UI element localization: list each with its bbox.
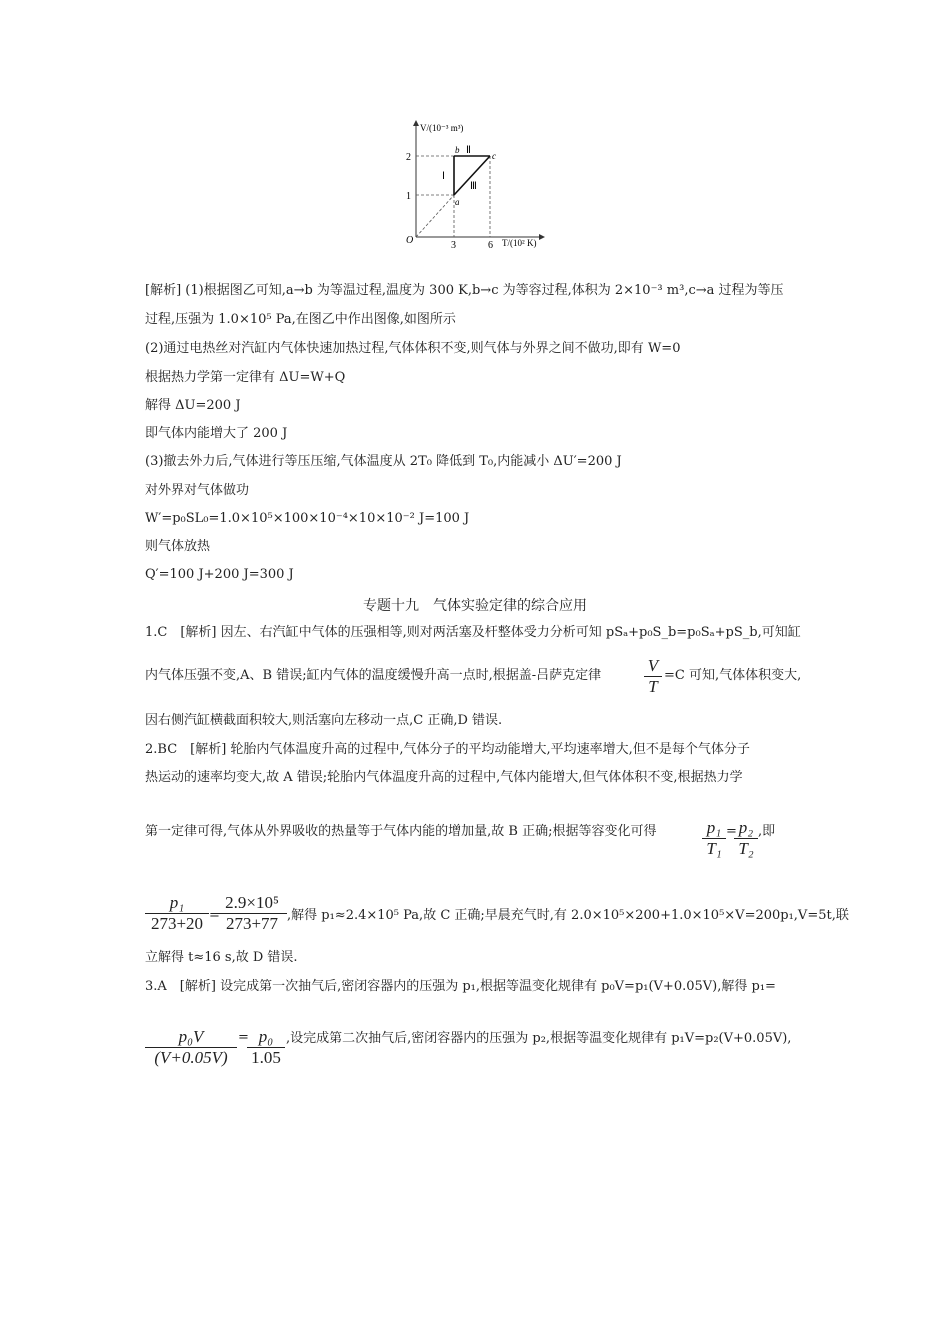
fraction-p2-t2: p₂ T₂ bbox=[734, 818, 758, 859]
text-line: 解得 ΔU=200 J bbox=[145, 398, 241, 413]
text-line: 对外界对气体做功 bbox=[145, 483, 250, 498]
text-line: Q′=100 J+200 J=300 J bbox=[145, 567, 294, 582]
text-line: 因右侧汽缸横截面积较大,则活塞向左移动一点,C 正确,D 错误. bbox=[145, 713, 503, 728]
fraction-v-over-t: V T bbox=[644, 656, 662, 697]
region-3: Ⅲ bbox=[470, 181, 477, 192]
text-line: 则气体放热 bbox=[145, 539, 211, 554]
text-line: 即气体内能增大了 200 J bbox=[145, 426, 288, 441]
x-tick-6: 6 bbox=[488, 240, 493, 251]
region-2: Ⅱ bbox=[466, 145, 471, 156]
point-b: b bbox=[455, 145, 460, 155]
origin-label: O bbox=[406, 235, 414, 246]
region-1: Ⅰ bbox=[442, 171, 445, 182]
text-line: 过程,压强为 1.0×10⁵ Pa,在图乙中作出图像,如图所示 bbox=[145, 312, 456, 327]
text-line: (2)通过电热丝对汽缸内气体快速加热过程,气体体积不变,则气体与外界之间不做功,即有 W=0 bbox=[145, 341, 681, 356]
text-line: 第一定律可得,气体从外界吸收的热量等于气体内能的增加量,故 B 正确;根据等容变化可得 bbox=[145, 824, 657, 839]
equals-sign: = bbox=[238, 1030, 249, 1045]
text-line: (3)撤去外力后,气体进行等压压缩,气体温度从 2T₀ 降低到 T₀,内能减小 ΔU′=200 J bbox=[145, 454, 622, 469]
text-line: 2.BC [解析] 轮胎内气体温度升高的过程中,气体分子的平均动能增大,平均速率增大,但不是每个气体分子 bbox=[145, 742, 750, 757]
text-line: ,即 bbox=[758, 824, 776, 839]
text-line: ,设完成第二次抽气后,密闭容器内的压强为 p₂,根据等温变化规律有 p₁V=p₂(V+0.05V), bbox=[286, 1031, 792, 1046]
text-line: 内气体压强不变,A、B 错误;缸内气体的温度缓慢升高一点时,根据盖-吕萨克定律 bbox=[145, 668, 602, 683]
fraction-p0v: p₀V (V+0.05V) bbox=[145, 1027, 237, 1068]
fraction-pressure-350: 2.9×10⁵ 273+77 bbox=[217, 893, 287, 934]
text-line: 热运动的速率均变大,故 A 错误;轮胎内气体温度升高的过程中,气体内能增大,但气体体积不变,根据热力学 bbox=[145, 770, 743, 785]
fraction-p1-293: p₁ 273+20 bbox=[145, 893, 209, 934]
equals-sign: = bbox=[726, 824, 737, 839]
text-line: 立解得 t≈16 s,故 D 错误. bbox=[145, 950, 298, 965]
point-c: c bbox=[492, 151, 496, 161]
section-title: 专题十九 气体实验定律的综合应用 bbox=[363, 598, 587, 614]
text-line: ,解得 p₁≈2.4×10⁵ Pa,故 C 正确;早晨充气时,有 2.0×10⁵×200+1.0×10⁵×V=200p₁,V=5t,联 bbox=[287, 908, 849, 923]
text-line: =C 可知,气体体积变大, bbox=[664, 668, 802, 683]
equals-sign: = bbox=[209, 908, 220, 923]
v-t-graph bbox=[400, 115, 560, 255]
fraction-p0-105: p₀ 1.05 bbox=[247, 1027, 285, 1068]
text-line: 根据热力学第一定律有 ΔU=W+Q bbox=[145, 370, 346, 385]
text-line: [解析] (1)根据图乙可知,a→b 为等温过程,温度为 300 K,b→c 为等容过程,体积为 2×10⁻³ m³,c→a 过程为等压 bbox=[145, 283, 784, 298]
y-axis-label: V/(10⁻³ m³) bbox=[420, 123, 464, 133]
y-tick-1: 1 bbox=[406, 191, 411, 202]
point-a: a bbox=[455, 197, 460, 207]
fraction-p1-t1: p₁ T₁ bbox=[702, 818, 726, 859]
x-axis-label: T/(10² K) bbox=[502, 238, 537, 248]
text-line: 1.C [解析] 因左、右汽缸中气体的压强相等,则对两活塞及杆整体受力分析可知 pSₐ+p₀S_b=p₀Sₐ+pS_b,可知缸 bbox=[145, 625, 801, 640]
text-line: 3.A [解析] 设完成第一次抽气后,密闭容器内的压强为 p₁,根据等温变化规律有 p₀V=p₁(V+0.05V),解得 p₁= bbox=[145, 979, 776, 994]
y-tick-2: 2 bbox=[406, 152, 411, 163]
x-tick-3: 3 bbox=[451, 240, 456, 251]
text-line: W′=p₀SL₀=1.0×10⁵×100×10⁻⁴×10×10⁻² J=100 J bbox=[145, 511, 470, 526]
